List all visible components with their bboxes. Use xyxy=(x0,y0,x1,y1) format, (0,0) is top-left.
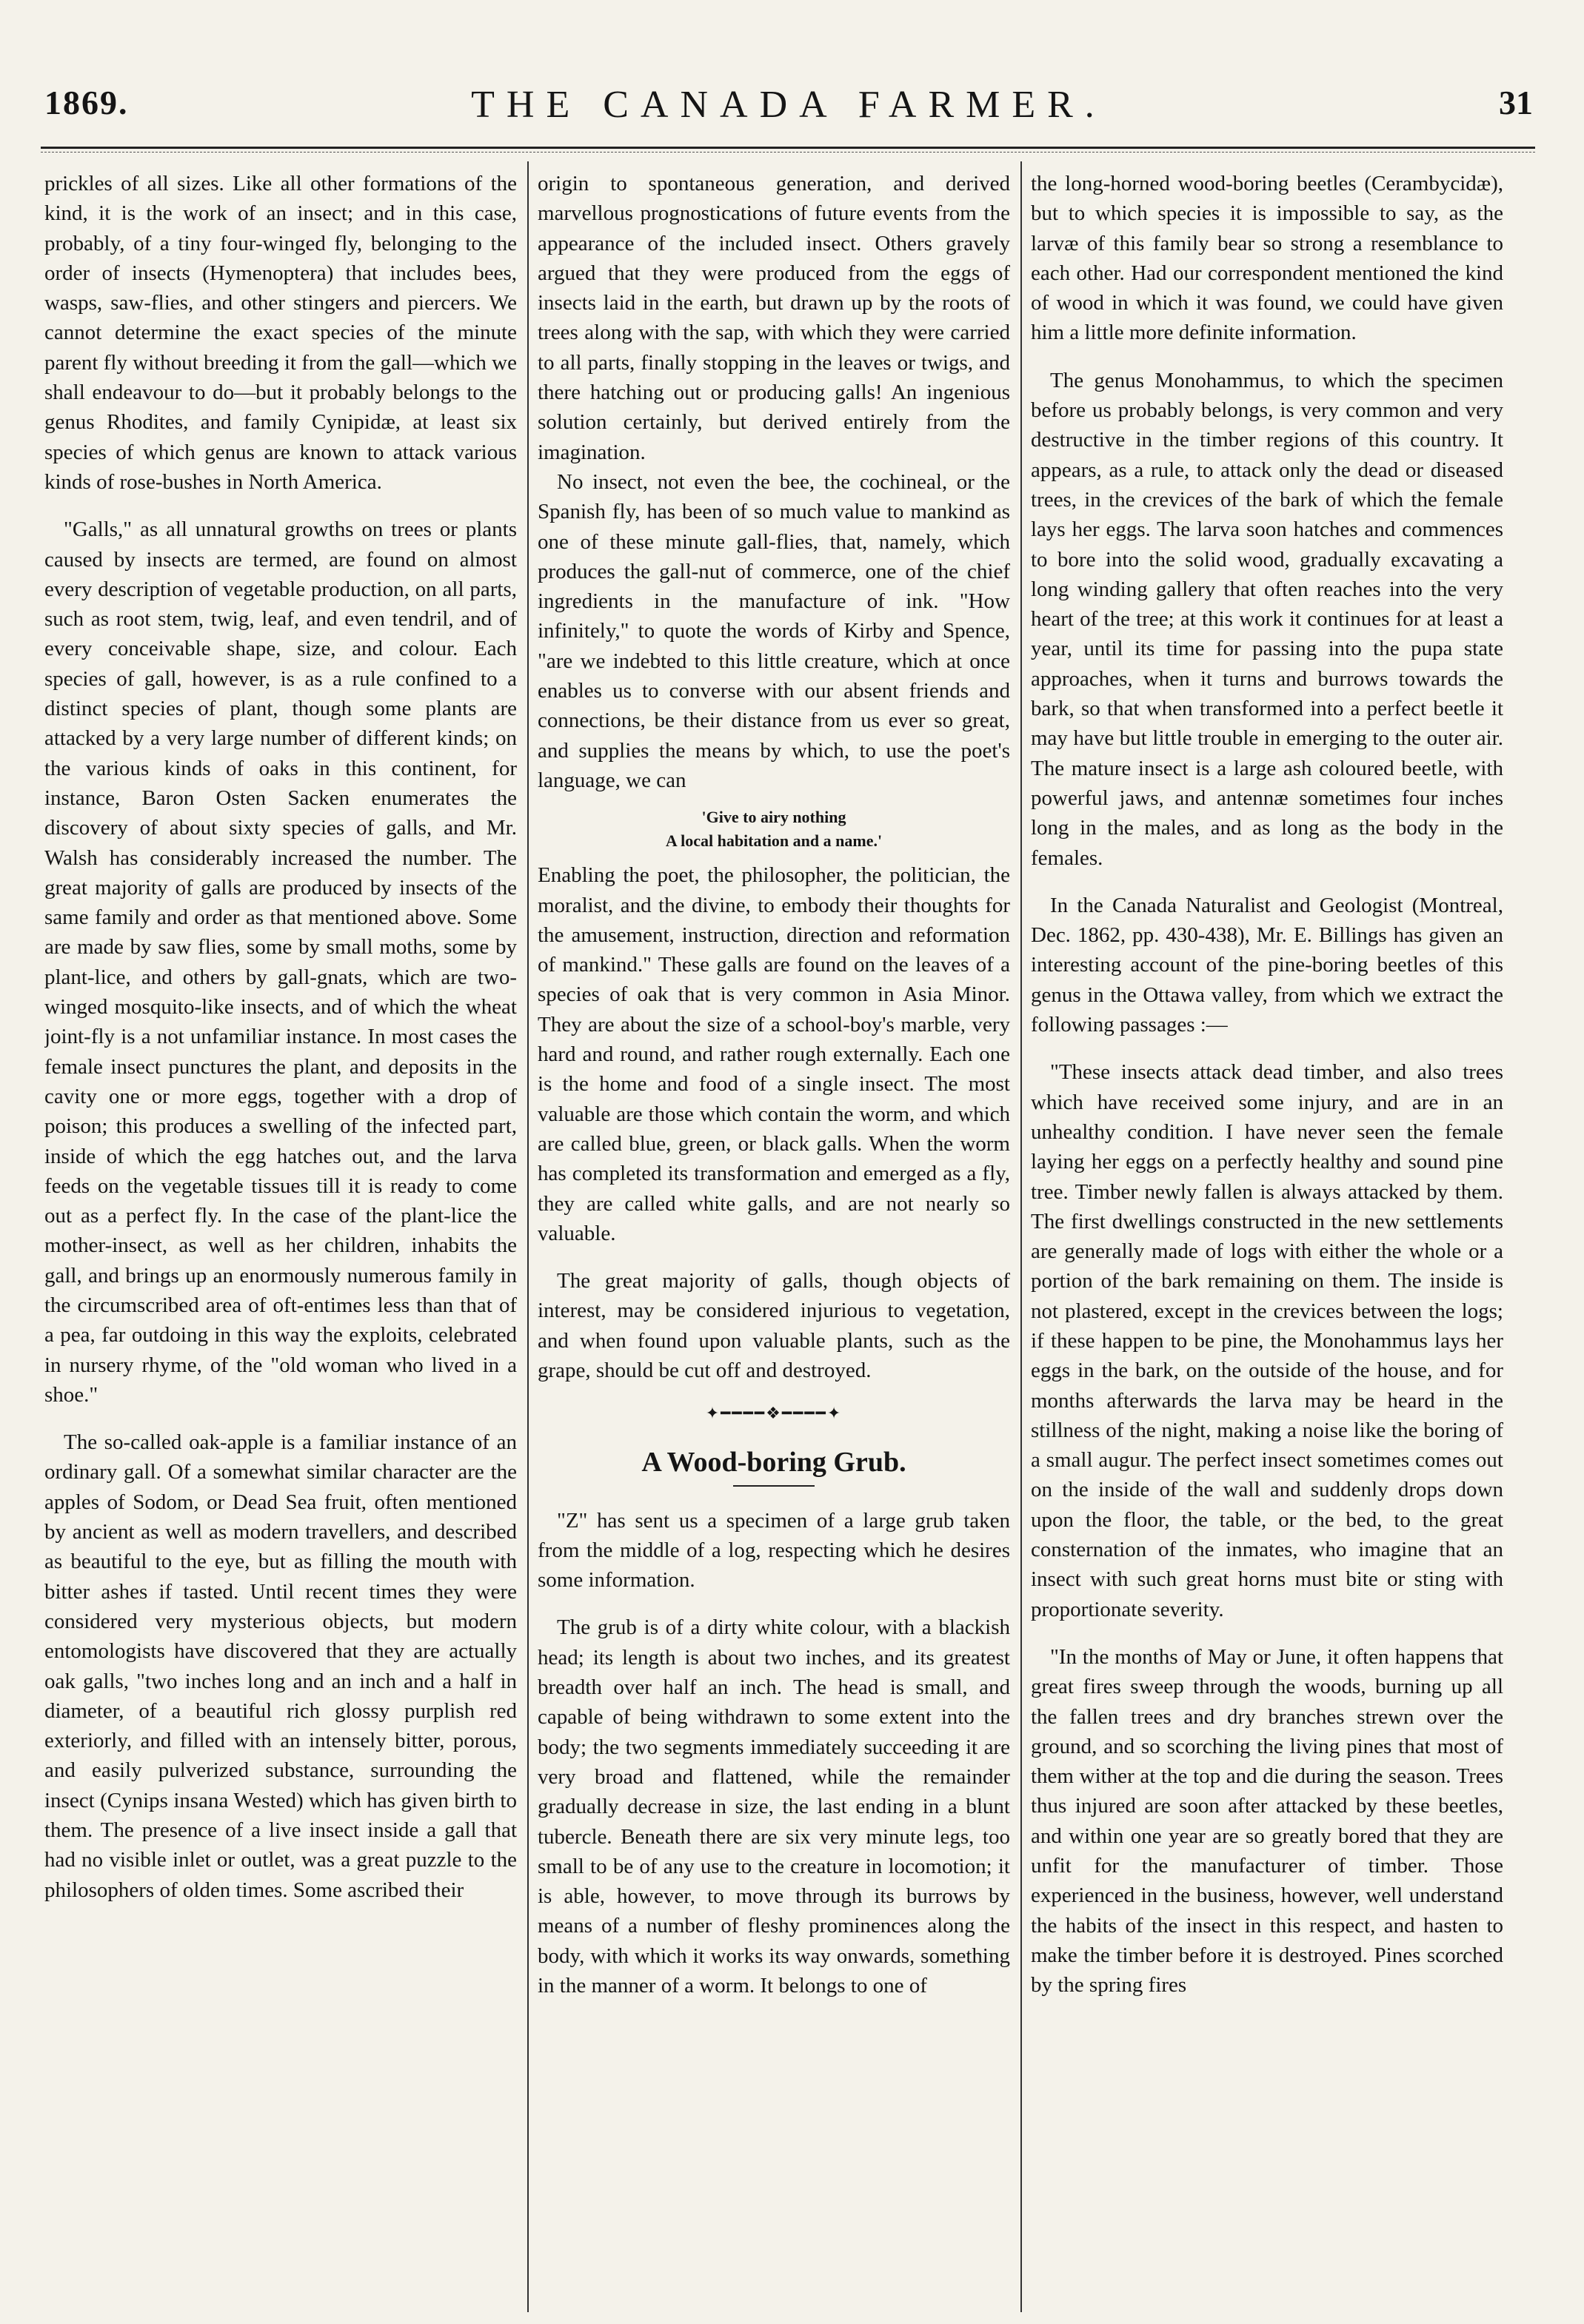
header-rule xyxy=(41,147,1535,149)
paragraph: prickles of all sizes. Like all other formations of the kind, it is the work of an insect; and in this case, probably, of a tiny four-winged fly, belonging to the order of insects (Hymenoptera) that includes bees, wasps, saw-flies, and other stingers and piercers. We cannot determine the exact species of the minute parent fly without breeding it from the gall—which we shall endeavour to do—but it probably belongs to the genus Rhodites, and family Cynipidæ, at least six species of which genus are known to attack various kinds of rose-bushes in North America. xyxy=(44,172,517,494)
paragraph: The grub is of a dirty white colour, with a blackish head; its length is about two inches, and its greatest breadth over half an inch. The head is small, and capable of being withdrawn to some extent into the body; the two segments immediately succeeding it are very broad and flattened, while the remainder gradually decrease in size, the last ending in a blunt tubercle. Beneath there are six very minute legs, too small to be of any use to the creature in locomotion; it is able, however, to move through its burrows by means of a number of fleshy prominences along the body, with which it works its way onwards, something in the manner of a worm. It belongs to one of xyxy=(538,1615,1010,1998)
column-divider xyxy=(1020,161,1022,2312)
header-rule-dashed xyxy=(41,152,1535,153)
paragraph: "In the months of May or June, it often happens that great fires sweep through the woods, burning up all the fallen trees and dry branches strewn over the ground, and so scorching the living pines that most of them wither at the top and die during the season. Trees thus injured are soon after attacked by these beetles, and within one year are so greatly bored that they are unfit for the manufacturer of timber. Those experienced in the business, however, well understand the habits of the insect in this respect, and hasten to make the timber before it is destroyed. Pines scorched by the spring fires xyxy=(1031,1644,1503,1997)
paragraph: "Z" has sent us a specimen of a large grub taken from the middle of a log, respecting which he desires some information. xyxy=(538,1508,1010,1593)
paragraph: The so-called oak-apple is a familiar instance of an ordinary gall. Of a somewhat similar character are the apples of Sodom, or Dead Sea fruit, often mentioned by ancient as well as modern travellers, and described as beautiful to the eye, but as filling the mouth with bitter ashes if tasted. Until recent times they were considered very mysterious objects, but modern entomologists have discovered that they are actually oak galls, "two inches long and an inch and a half in diameter, of a beautiful rich glossy purplish red exteriorly, and filled with an intensely bitter, porous, and easily pulverized substance, surrounding the insect (Cynips insana Wested) which has given birth to them. The presence of a live insect inside a gall that had no visible inlet or outlet, was a great puzzle to the philosophers of olden times. Some ascribed their xyxy=(44,1430,517,1902)
page-number: 31 xyxy=(1499,84,1533,121)
paragraph: No insect, not even the bee, the cochineal, or the Spanish fly, has been of so much value to mankind as one of these minute gall-flies, that, namely, which produces the gall-nut of commerce, one of the chief ingredients in the manufacture of ink. "How infinitely," to quote the words of Kirby and Spence, "are we indebted to this little creature, which at once enables us to converse with our absent friends and connections, be their distance from us ever so great, and supplies the means by which, to use the poet's language, we can xyxy=(538,469,1010,792)
page-header xyxy=(44,83,1533,136)
paragraph: The great majority of galls, though objects of interest, may be considered injurious to vegetation, and when found upon valuable plants, such as the grape, should be cut off and destroyed. xyxy=(538,1269,1010,1382)
paragraph: The genus Monohammus, to which the specimen before us probably belongs, is very common and very destructive in the timber regions of this country. It appears, as a rule, to attack only the dead or diseased trees, in the crevices of the bark of which the female lays her eggs. The larva soon hatches and commences to bore into the solid wood, gradually excavating a long winding gallery that often reaches into the very heart of the tree; at this work it continues for at least a year, until its time for passing into the pupa state approaches, when it turns and burrows towards the bark, so that when transformed into a perfect beetle it may have but little trouble in emerging to the outer air. The mature insect is a large ash coloured beetle, with powerful jaws, and antennæ sometimes four inches long in the males, and as long as the body in the females. xyxy=(1031,368,1503,870)
paragraph: In the Canada Naturalist and Geologist (Montreal, Dec. 1862, pp. 430-438), Mr. E. Billings has given an interesting account of the pine-boring beetles of this genus in the Ottawa valley, from which we extract the following passages :— xyxy=(1031,893,1503,1037)
column-divider xyxy=(527,161,529,2312)
paragraph: origin to spontaneous generation, and derived marvellous prognostications of future events from the appearance of the included insect. Others gravely argued that they were produced from the eggs of insects laid in the earth, but drawn up by the roots of trees along with the sap, with which they were carried to all parts, finally stopping in the leaves or twigs, and there hatching out or producing galls! An ingenious solution certainly, but derived entirely from the imagination. xyxy=(538,172,1010,464)
verse-quote xyxy=(538,806,1010,853)
masthead-title: THE CANADA FARMER. xyxy=(471,84,1106,126)
verse-line: A local habitation and a name.' xyxy=(665,831,883,851)
verse-line: 'Give to airy nothing xyxy=(701,808,846,827)
headline-rule xyxy=(733,1485,815,1487)
header-year: 1869. xyxy=(44,84,129,121)
paragraph: the long-horned wood-boring beetles (Cerambycidæ), but to which species it is impossible to say, as the larvæ of this family bear so strong a resemblance to each other. Had our correspondent mentioned the kind of wood in which it was found, we could have given him a little more definite information. xyxy=(1031,172,1503,345)
column-3 xyxy=(1031,169,1503,2301)
article-headline: A Wood-boring Grub. xyxy=(641,1446,906,1478)
paragraph: Enabling the poet, the philosopher, the politician, the moralist, and the divine, to embody their thoughts for the amusement, instruction, direction and reformation of mankind." These galls are found on the leaves of a species of oak that is very common in Asia Minor. They are about the size of a school-boy's marble, very hard and round, and rather rough externally. Each one is the home and food of a single insect. The most valuable are those which contain the worm, and which are called blue, green, or black galls. When the worm has completed its transformation and emerged as a fly, they are called white galls, and are not nearly so valuable. xyxy=(538,863,1010,1245)
section-ornament: ✦━━━━❖━━━━✦ xyxy=(705,1404,843,1423)
column-1 xyxy=(44,169,517,2301)
column-2 xyxy=(538,169,1010,2301)
paragraph: "Galls," as all unnatural growths on trees or plants caused by insects are termed, are found on almost every description of vegetable production, on all parts, such as root stem, twig, leaf, and even tendril, and of every conceivable shape, size, and colour. Each species of gall, however, is as a rule confined to a distinct species of plant, though some plants are attacked by a very large number of different kinds; on the various kinds of oaks in this continent, for instance, Baron Osten Sacken enumerates the discovery of about sixty species of galls, and Mr. Walsh has considerably increased the number. The great majority of galls are produced by insects of the same family and order as that mentioned above. Some are made by saw flies, some by small moths, some by plant-lice, and others by gall-gnats, which are two-winged mosquito-like insects, and of which the wheat joint-fly is a not unfamiliar instance. In most cases the female insect punctures the plant, and deposits in the cavity one or more eggs, together with a drop of poison; this produces a swelling of the infected part, inside of which the egg hatches out, and the larva feeds on the vegetable tissues till it is ready to come out as a perfect fly. In the case of the plant-lice the mother-insect, as well as her children, inhabits the gall, and brings up an enormously numerous family in the circumscribed area of oft-entimes less than that of a pea, far outdoing in this way the exploits, celebrated in nursery rhyme, of the "old woman who lived in a shoe." xyxy=(44,518,517,1407)
paragraph: "These insects attack dead timber, and also trees which have received some injury, and are in an unhealthy condition. I have never seen the female laying her eggs on a perfectly healthy and sound pine tree. Timber newly fallen is always attacked by them. The first dwellings constructed in the new settlements are generally made of logs with either the whole or a portion of the bark remaining on them. The inside is not plastered, except in the crevices between the logs; if these happen to be pine, the Monohammus lays her eggs in the bark, on the outside of the house, and for months afterwards the larva may be heard in the stillness of the night, making a noise like the boring of a small augur. The perfect insect sometimes comes out on the inside of the wall and suddenly drops down upon the floor, the table, or the bed, to the great consternation of the inmates, who imagine that an insect with such great horns must bite or sting with proportionate severity. xyxy=(1031,1060,1503,1621)
